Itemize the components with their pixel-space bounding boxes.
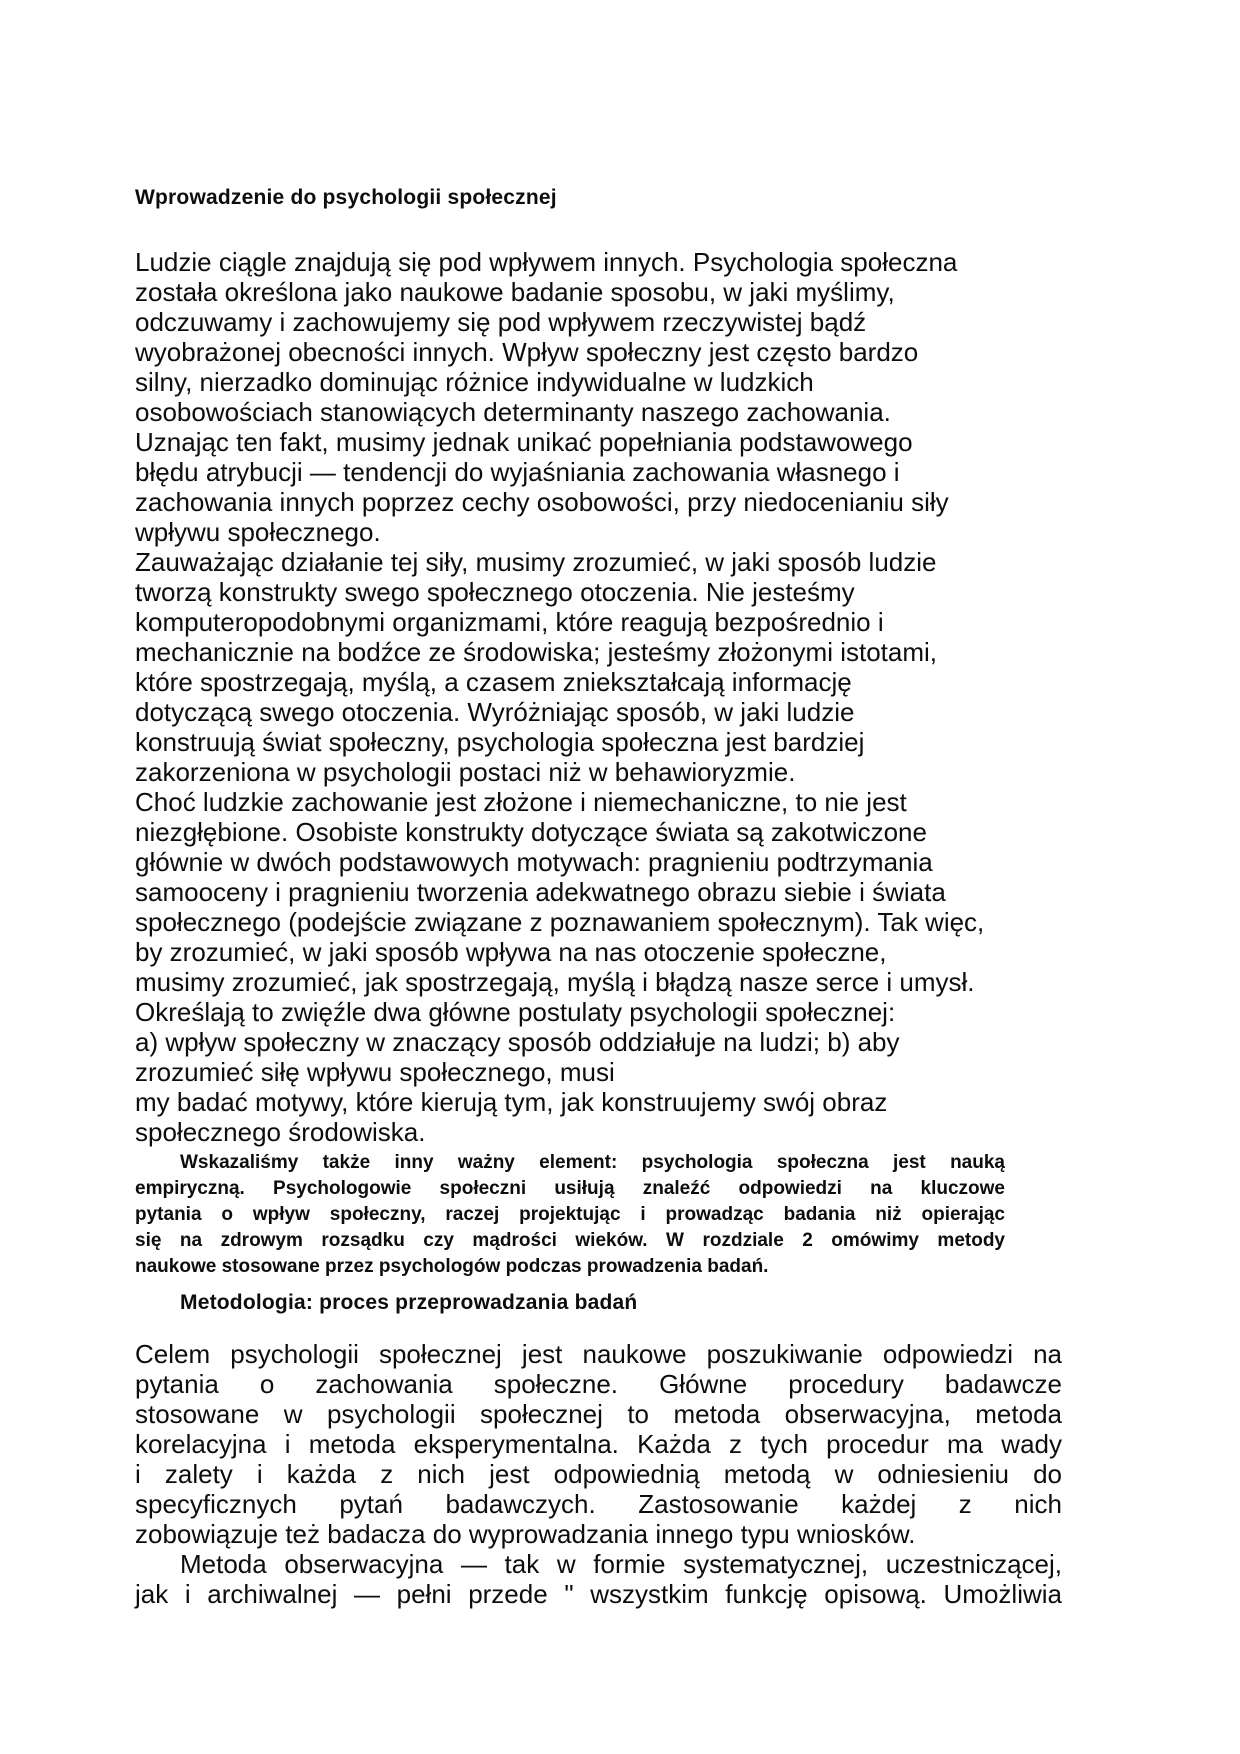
text-line: korelacyjna i metoda eksperymentalna. Każda z tych procedur ma wady [135, 1429, 1062, 1459]
text-line: specyficznych pytań badawczych. Zastosowanie każdej z nich [135, 1489, 1062, 1519]
text-line: i zalety i każda z nich jest odpowiednią metodą w odniesieniu do [135, 1459, 1062, 1489]
text-line: jak i archiwalnej — pełni przede " wszystkim funkcję opisową. Umożliwia [135, 1579, 1062, 1609]
empirical-note-paragraph [135, 1150, 1005, 1280]
text-line: społecznego środowiska. [135, 1117, 426, 1147]
text-line: konstruują świat społeczny, psychologia społeczna jest bardziej [135, 727, 865, 757]
paragraph [135, 1339, 1062, 1549]
paragraph [135, 247, 1080, 547]
text-line: zrozumieć siłę wpływu społecznego, musi [135, 1057, 615, 1087]
paragraph [135, 547, 1080, 787]
text-line: Choć ludzkie zachowanie jest złożone i niemechaniczne, to nie jest [135, 787, 907, 817]
text-line: zachowania innych poprzez cechy osobowości, przy niedocenianiu siły [135, 487, 949, 517]
text-line: Metoda obserwacyjna — tak w formie systematycznej, uczestniczącej, [180, 1549, 1062, 1579]
methodology-heading: Metodologia: proces przeprowadzania badań [180, 1291, 638, 1314]
text-line: które spostrzegają, myślą, a czasem zniekształcają informację [135, 667, 852, 697]
intro-body [135, 247, 1080, 1147]
text-line: osobowościach stanowiących determinanty naszego zachowania. [135, 397, 891, 427]
text-line: dotyczącą swego otoczenia. Wyróżniając sposób, w jaki ludzie [135, 697, 855, 727]
paragraph [135, 1150, 1005, 1280]
text-line: społecznego (podejście związane z poznawaniem społecznym). Tak więc, [135, 907, 985, 937]
text-line: Ludzie ciągle znajdują się pod wpływem innych. Psychologia społeczna [135, 247, 958, 277]
text-line: Wskazaliśmy także inny ważny element: psychologia społeczna jest nauką [180, 1152, 1005, 1173]
text-line: błędu atrybucji — tendencji do wyjaśniania zachowania własnego i [135, 457, 900, 487]
text-line: musimy zrozumieć, jak spostrzegają, myślą i błądzą nasze serce i umysł. [135, 967, 975, 997]
text-line: silny, nierzadko dominując różnice indywidualne w ludzkich [135, 367, 814, 397]
text-line: wpływu społecznego. [135, 517, 381, 547]
paragraph [135, 1549, 1062, 1609]
text-line: głównie w dwóch podstawowych motywach: pragnieniu podtrzymania [135, 847, 933, 877]
text-line: zakorzeniona w psychologii postaci niż w behawioryzmie. [135, 757, 796, 787]
text-line: empiryczną. Psychologowie społeczni usiłują znaleźć odpowiedzi na kluczowe [135, 1178, 1005, 1199]
text-line: zobowiązuje też badacza do wyprowadzania innego typu wniosków. [135, 1519, 916, 1549]
text-line: tworzą konstrukty swego społecznego otoczenia. Nie jesteśmy [135, 577, 855, 607]
text-line: my badać motywy, które kierują tym, jak konstruujemy swój obraz [135, 1087, 888, 1117]
text-line: stosowane w psychologii społecznej to metoda obserwacyjna, metoda [135, 1399, 1062, 1429]
text-line: została określona jako naukowe badanie sposobu, w jaki myślimy, [135, 277, 895, 307]
text-line: się na zdrowym rozsądku czy mądrości wieków. W rozdziale 2 omówimy metody [135, 1230, 1005, 1251]
paragraph [135, 787, 1080, 1147]
text-line: Zauważając działanie tej siły, musimy zrozumieć, w jaki sposób ludzie [135, 547, 937, 577]
intro-heading: Wprowadzenie do psychologii społecznej [135, 186, 557, 209]
text-line: odczuwamy i zachowujemy się pod wpływem rzeczywistej bądź [135, 307, 867, 337]
text-line: samooceny i pragnieniu tworzenia adekwatnego obrazu siebie i świata [135, 877, 946, 907]
text-line: pytania o wpływ społeczny, raczej projektując i prowadząc badania niż opierając [135, 1204, 1005, 1225]
text-line: komputeropodobnymi organizmami, które reagują bezpośrednio i [135, 607, 884, 637]
text-line: pytania o zachowania społeczne. Główne procedury badawcze [135, 1369, 1062, 1399]
text-line: a) wpływ społeczny w znaczący sposób oddziałuje na ludzi; b) aby [135, 1027, 900, 1057]
text-line: Uznając ten fakt, musimy jednak unikać popełniania podstawowego [135, 427, 913, 457]
text-line: Określają to zwięźle dwa główne postulaty psychologii społecznej: [135, 997, 896, 1027]
text-line: by zrozumieć, w jaki sposób wpływa na nas otoczenie społeczne, [135, 937, 887, 967]
text-line: naukowe stosowane przez psychologów podczas prowadzenia badań. [135, 1256, 769, 1277]
text-line: Celem psychologii społecznej jest naukowe poszukiwanie odpowiedzi na [135, 1339, 1062, 1369]
methodology-body [135, 1339, 1062, 1609]
text-line: niezgłębione. Osobiste konstrukty dotyczące świata są zakotwiczone [135, 817, 927, 847]
text-line: mechanicznie na bodźce ze środowiska; jesteśmy złożonymi istotami, [135, 637, 938, 667]
text-line: wyobrażonej obecności innych. Wpływ społeczny jest często bardzo [135, 337, 919, 367]
